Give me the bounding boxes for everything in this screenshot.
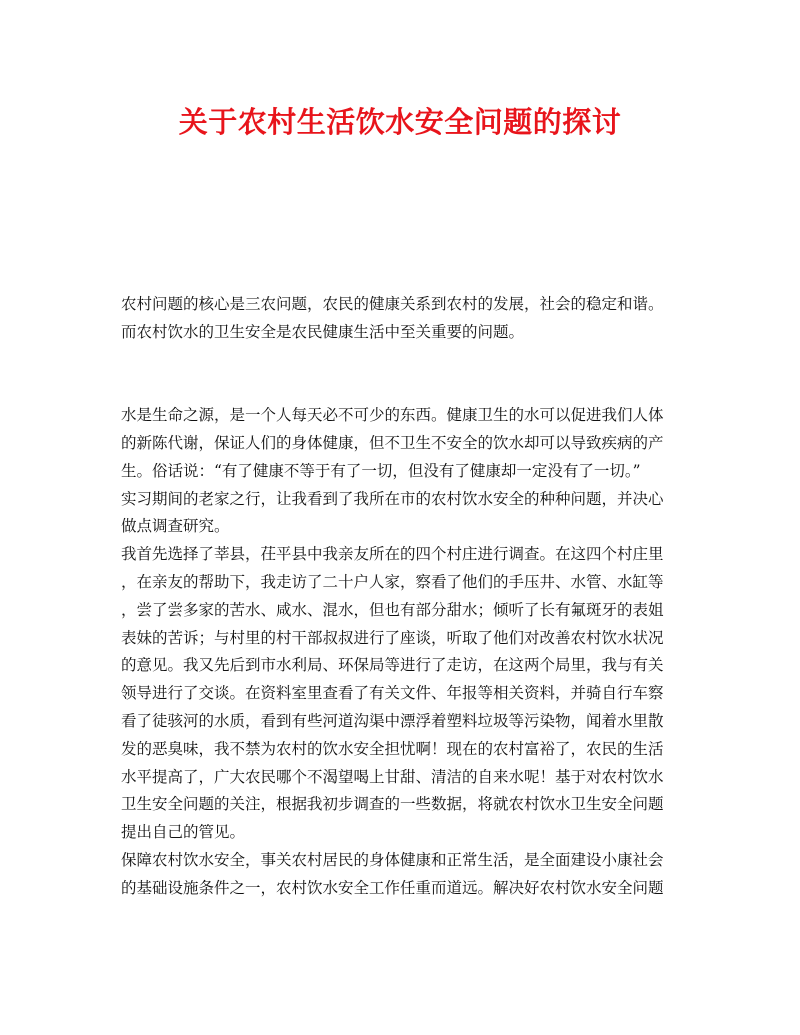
paragraph-safety-guarantee: [121, 847, 671, 903]
paragraph-intro: [121, 291, 671, 347]
text-line: 卫生安全问题的关注，根据我初步调查的一些数据，将就农村饮水卫生安全问题: [121, 795, 664, 814]
text-line: 提出自己的管见。: [121, 823, 246, 842]
text-line: 而农村饮水的卫生安全是农民健康生活中至关重要的问题。: [121, 322, 525, 341]
text-line: 实习期间的老家之行，让我看到了我所在市的农村饮水安全的种种问题，并决心: [121, 489, 664, 508]
text-line: 发的恶臭味，我不禁为农村的饮水安全担忧啊！现在的农村富裕了，农民的生活: [121, 739, 664, 758]
text-line: 领导进行了交谈。在资料室里查看了有关文件、年报等相关资料，并骑自行车察: [121, 684, 664, 703]
text-line: 水是生命之源，是一个人每天必不可少的东西。健康卫生的水可以促进我们人体: [121, 406, 664, 425]
text-line: 农村问题的核心是三农问题，农民的健康关系到农村的发展，社会的稳定和谐。: [121, 295, 664, 313]
text-line: 的新陈代谢，保证人们的身体健康，但不卫生不安全的饮水却可以导致疾病的产: [121, 433, 664, 452]
text-line: 看了徒骇河的水质，看到有些河道沟渠中漂浮着塑料垃圾等污染物，闻着水里散: [121, 711, 664, 730]
text-line: ，尝了尝多家的苦水、咸水、混水，但也有部分甜水；倾听了长有氟斑牙的表姐: [121, 600, 664, 619]
text-line: 的基础设施条件之一，农村饮水安全工作任重而道远。解决好农村饮水安全问题: [121, 878, 664, 897]
text-line: ，在亲友的帮助下，我走访了二十户人家，察看了他们的手压井、水管、水缸等: [121, 572, 664, 591]
text-line: 保障农村饮水安全，事关农村居民的身体健康和正常生活，是全面建设小康社会: [121, 850, 664, 869]
text-line: 做点调查研究。: [121, 517, 230, 536]
document-body: [121, 291, 671, 903]
paragraph-spacer: [121, 374, 671, 402]
text-line: 表妹的苦诉；与村里的村干部叔叔进行了座谈，听取了他们对改善农村饮水状况: [121, 628, 664, 647]
text-line: 的意见。我又先后到市水利局、环保局等进行了走访，在这两个局里，我与有关: [121, 656, 664, 675]
text-line: 生。俗话说：“有了健康不等于有了一切，但没有了健康却一定没有了一切。”: [121, 461, 641, 480]
paragraph-water-importance: [121, 402, 671, 541]
text-line: 我首先选择了莘县，茌平县中我亲友所在的四个村庄进行调查。在这四个村庄里: [121, 545, 664, 564]
paragraph-spacer: [121, 347, 671, 375]
document-title: 关于农村生活饮水安全问题的探讨: [178, 105, 622, 139]
text-line: 水平提高了，广大农民哪个不渴望喝上甘甜、清洁的自来水呢！基于对农村饮水: [121, 767, 664, 786]
paragraph-investigation: [121, 541, 671, 847]
